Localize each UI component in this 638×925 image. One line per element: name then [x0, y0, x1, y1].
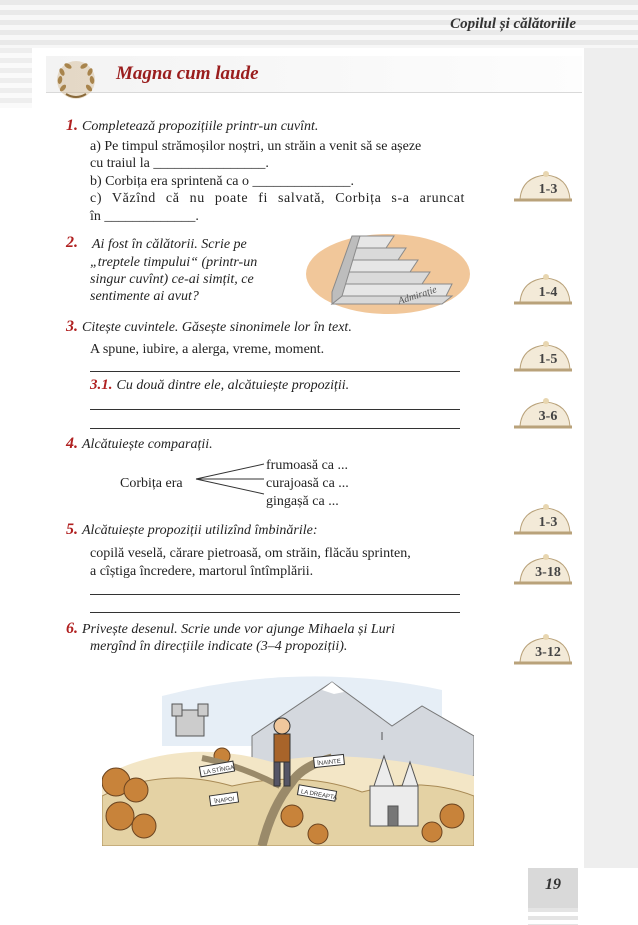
task-5-line1: copilă veselă, cărare pietroasă, om străin, flăcău sprinten, — [90, 546, 411, 561]
cap-label: 1-5 — [538, 352, 558, 367]
task-3-instruction: Citește cuvintele. Găsește sinonimele lor în text. — [82, 320, 352, 335]
cap-label: 1-4 — [538, 285, 558, 300]
task-2-number: 2. — [66, 234, 78, 251]
task-1-heading — [66, 117, 318, 135]
stairs-label: Admirație — [396, 284, 439, 308]
task-2-line3: singur cuvînt) ce-ai simțit, ce — [90, 272, 254, 287]
cap-label: 3-6 — [538, 409, 558, 424]
side-margin-column — [584, 48, 638, 868]
comparison-option-1: frumoasă ca ... — [266, 458, 349, 473]
task-2-line2: „treptele timpului“ (printr-un — [90, 255, 258, 270]
crossroads-landscape-illustration — [102, 666, 474, 846]
task-3-heading — [66, 318, 352, 336]
task-1-c-line2: în _____________. — [90, 209, 199, 224]
sign-back: ÎNAPOI — [213, 796, 235, 806]
difficulty-cap-3 — [512, 339, 574, 373]
task-4-instruction: Alcătuiește comparații. — [82, 437, 213, 452]
task-2-number-row — [66, 234, 82, 252]
answer-line[interactable] — [90, 612, 460, 613]
task-3-1-instruction: Cu două dintre ele, alcătuiește propoziții. — [116, 378, 350, 393]
laurel-wreath-icon — [52, 58, 100, 102]
comparison-option-3: gingașă ca ... — [266, 494, 339, 509]
task-4-heading — [66, 435, 213, 453]
task-6-number: 6. — [66, 620, 78, 637]
task-1-b-line: b) Corbița era sprintenă ca o ______________. — [90, 174, 354, 189]
task-1-a-line2: cu traiul la ________________. — [90, 156, 269, 171]
task-2-line1: Ai fost în călătorii. Scrie pe — [92, 237, 247, 252]
cap-label: 1-3 — [538, 182, 558, 197]
cap-label: 1-3 — [538, 515, 558, 530]
difficulty-cap-1 — [512, 169, 574, 203]
task-3-1-heading — [90, 377, 349, 394]
task-6-line2: mergînd în direcțiile indicate (3–4 propoziții). — [90, 639, 348, 654]
footer-stripes — [528, 908, 578, 925]
task-5-line2: a cîștiga încredere, martorul întîmplării. — [90, 564, 314, 579]
task-3-words: A spune, iubire, a alerga, vreme, moment. — [90, 342, 325, 357]
answer-line[interactable] — [90, 409, 460, 410]
difficulty-cap-2 — [512, 272, 574, 306]
task-5-instruction: Alcătuiește propoziții utilizînd îmbinările: — [82, 523, 318, 538]
answer-line[interactable] — [90, 428, 460, 429]
difficulty-cap-5 — [512, 502, 574, 536]
comparison-connector-lines — [194, 462, 266, 496]
task-4-number: 4. — [66, 435, 78, 452]
stairs-of-time-illustration — [302, 222, 470, 314]
page-number: 19 — [545, 876, 561, 893]
difficulty-cap-6 — [512, 552, 574, 586]
sign-left: LA STÎNGA — [203, 765, 235, 777]
banner-title: Magna cum laude — [116, 63, 259, 84]
difficulty-cap-7 — [512, 632, 574, 666]
task-2-line4: sentimente ai avut? — [90, 289, 199, 304]
cap-label: 3-12 — [535, 645, 561, 660]
sign-forward: ÎNAINTE — [316, 758, 342, 768]
chapter-title: Copilul și călătoriile — [450, 16, 576, 32]
task-4-subject: Corbița era — [120, 476, 183, 491]
task-3-1-number: 3.1. — [90, 377, 113, 393]
cap-label: 3-18 — [535, 565, 561, 580]
task-1-number: 1. — [66, 117, 78, 134]
left-stripes — [0, 48, 32, 108]
task-3-number: 3. — [66, 318, 78, 335]
task-6-heading — [66, 620, 395, 638]
answer-line[interactable] — [90, 594, 460, 595]
comparison-option-2: curajoasă ca ... — [266, 476, 349, 491]
task-5-number: 5. — [66, 521, 78, 538]
task-1-c-line1: c) Văzînd că nu poate fi salvată, Corbița s-a aruncat — [90, 191, 465, 206]
task-1-a-line1: a) Pe timpul strămoșilor noștri, un străin a venit să se așeze — [90, 139, 422, 154]
sign-right: LA DREAPTA — [300, 789, 338, 802]
task-1-instruction: Completează propozițiile printr-un cuvînt. — [82, 119, 319, 134]
task-6-line1: Privește desenul. Scrie unde vor ajunge Mihaela și Luri — [82, 622, 395, 637]
difficulty-cap-4 — [512, 396, 574, 430]
answer-line[interactable] — [90, 371, 460, 372]
task-5-heading — [66, 521, 318, 539]
